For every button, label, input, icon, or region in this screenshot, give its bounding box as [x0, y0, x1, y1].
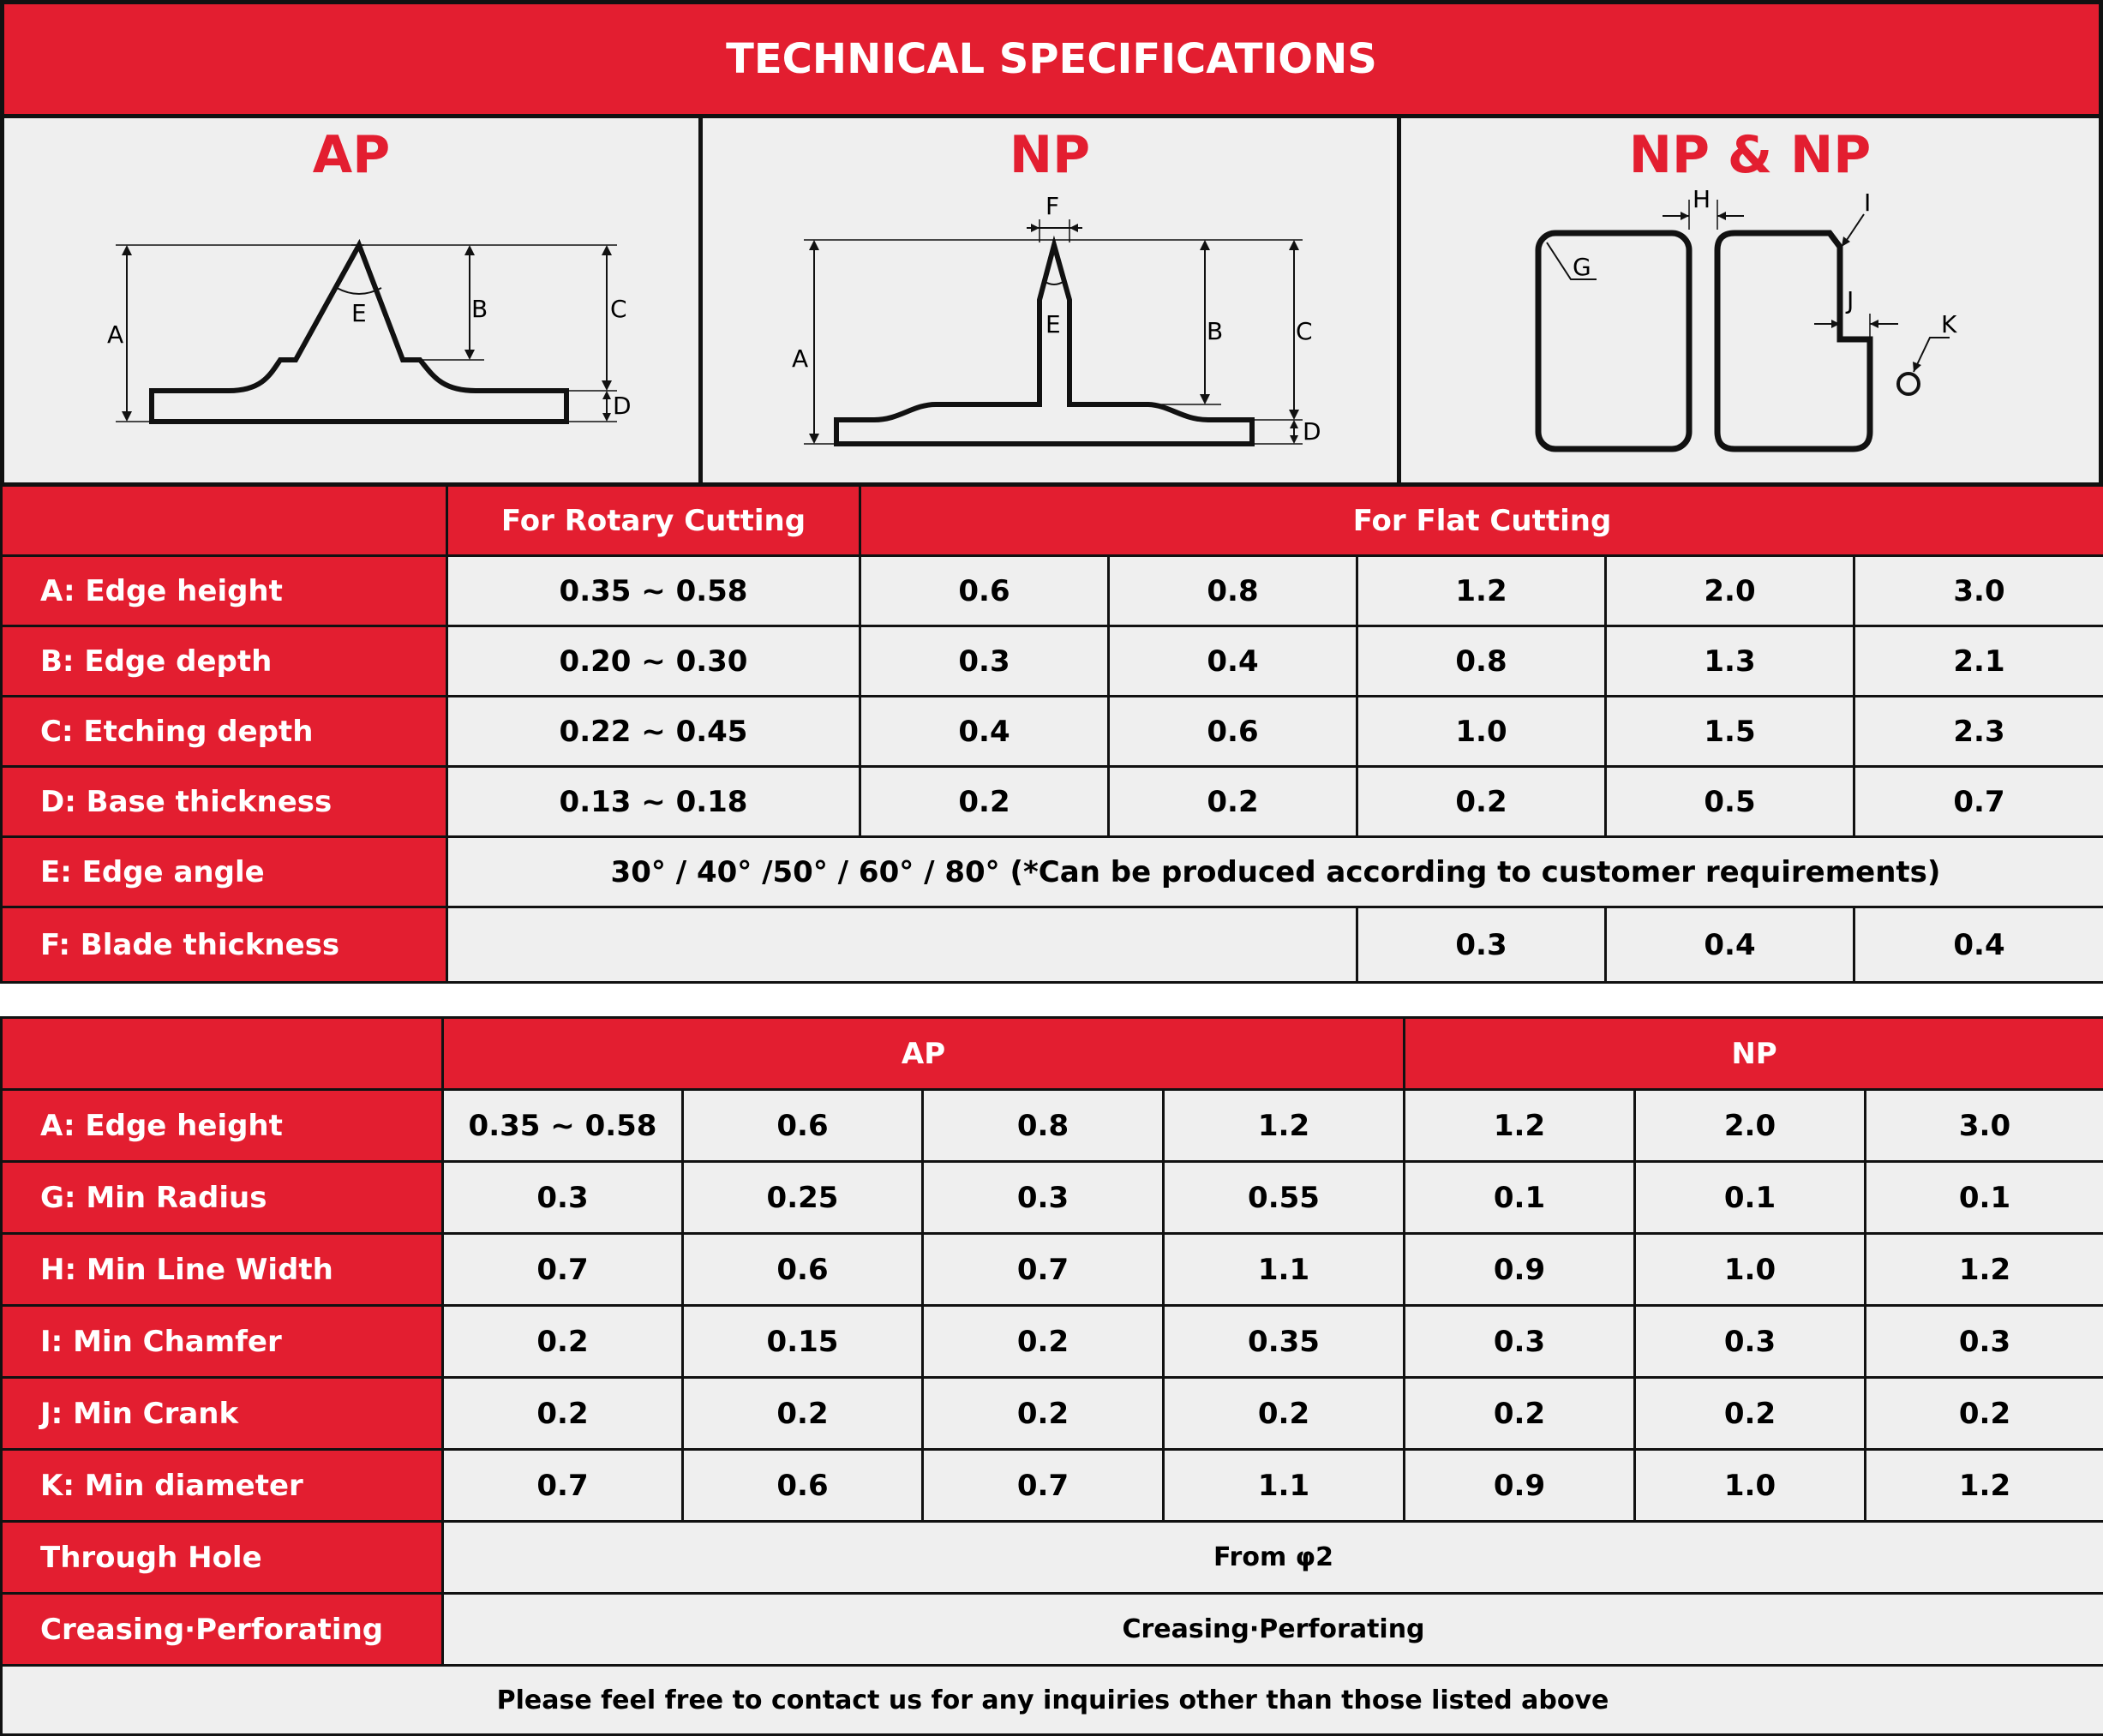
flat-cutting-header: For Flat Cutting [861, 487, 2103, 557]
table-cell: 2.1 [1855, 627, 2103, 697]
table-cell: 0.2 [1866, 1379, 2103, 1451]
table-cell: 0.55 [1165, 1163, 1405, 1235]
npnp-label-h: H [1693, 185, 1711, 213]
table-cell: 0.8 [1110, 557, 1358, 627]
table-cell: 1.1 [1165, 1451, 1405, 1523]
row-label-min-line-width: H: Min Line Width [3, 1235, 444, 1307]
np-label-c: C [1296, 317, 1313, 345]
ap-diagram-panel [0, 118, 703, 487]
table-cell: 0.7 [924, 1451, 1165, 1523]
row-label-blade-thickness: F: Blade thickness [3, 908, 448, 981]
table-cell: 1.0 [1358, 697, 1607, 768]
table-cell: 0.7 [444, 1451, 684, 1523]
table-cell: 0.35 ~ 0.58 [448, 557, 861, 627]
ap-diagram-title: AP [312, 125, 391, 185]
table-cell: 0.20 ~ 0.30 [448, 627, 861, 697]
row-label-min-radius: G: Min Radius [3, 1163, 444, 1235]
table-cell: 3.0 [1866, 1091, 2103, 1163]
np-label-a: A [792, 344, 809, 373]
table-cell: 0.7 [1855, 768, 2103, 838]
row-label-creasing-perforating: Creasing·Perforating [3, 1595, 444, 1667]
row-label-edge-height: A: Edge height [3, 1091, 444, 1163]
table-cell: 0.7 [924, 1235, 1165, 1307]
table-cell: 0.3 [1866, 1307, 2103, 1379]
table-cell: 0.4 [1607, 908, 1855, 981]
table-cell: 0.1 [1405, 1163, 1636, 1235]
ap-label-c: C [610, 295, 627, 323]
table-cell: 0.9 [1405, 1451, 1636, 1523]
table-cell: 0.3 [1405, 1307, 1636, 1379]
table-cell: 1.5 [1607, 697, 1855, 768]
row-label-etching-depth: C: Etching depth [3, 697, 448, 768]
table-cell: 0.2 [1110, 768, 1358, 838]
table-cell: 0.6 [861, 557, 1110, 627]
np-label-e: E [1046, 310, 1061, 338]
npnp-diagram-panel [1397, 118, 2103, 487]
table-cell: 0.3 [861, 627, 1110, 697]
table2-corner-cell [3, 1019, 444, 1091]
table-cell: 0.2 [1165, 1379, 1405, 1451]
table-cell: 0.9 [1405, 1235, 1636, 1307]
table-cell: 0.6 [684, 1451, 924, 1523]
row-label-edge-height: A: Edge height [3, 557, 448, 627]
table-cell: 0.7 [444, 1235, 684, 1307]
np-label-f: F [1046, 192, 1060, 220]
table-cell: 3.0 [1855, 557, 2103, 627]
table-cell: 0.6 [1110, 697, 1358, 768]
table-cell: 0.35 ~ 0.58 [444, 1091, 684, 1163]
creasing-perforating-value: Creasing·Perforating [444, 1595, 2103, 1667]
table-cell: 1.2 [1405, 1091, 1636, 1163]
table-cell: 0.2 [444, 1379, 684, 1451]
table-cell: 0.4 [1110, 627, 1358, 697]
npnp-label-k: K [1941, 310, 1957, 338]
contact-footer-note: Please feel free to contact us for any inquiries other than those listed above [3, 1667, 2103, 1733]
rotary-cutting-header: For Rotary Cutting [448, 487, 861, 557]
row-label-edge-depth: B: Edge depth [3, 627, 448, 697]
table-cell: 0.2 [1358, 768, 1607, 838]
table-cell: 2.0 [1607, 557, 1855, 627]
row-label-min-diameter: K: Min diameter [3, 1451, 444, 1523]
table-cell: 1.2 [1866, 1451, 2103, 1523]
table-cell: 0.35 [1165, 1307, 1405, 1379]
table-cell: 1.1 [1165, 1235, 1405, 1307]
npnp-label-j: J [1847, 286, 1854, 314]
table-cell: 2.3 [1855, 697, 2103, 768]
table-cell: 0.2 [861, 768, 1110, 838]
table-cell: 0.13 ~ 0.18 [448, 768, 861, 838]
row-label-edge-angle: E: Edge angle [3, 838, 448, 908]
npnp-diagram-title: NP & NP [1628, 125, 1872, 185]
table-cell: 0.2 [684, 1379, 924, 1451]
table-cell: 2.0 [1636, 1091, 1866, 1163]
edge-angle-value: 30° / 40° /50° / 60° / 80° (*Can be produced according to customer requirements) [448, 838, 2103, 908]
ap-label-d: D [613, 392, 632, 420]
np-header: NP [1405, 1019, 2103, 1091]
ap-np-spec-table [0, 1016, 2103, 1736]
table-cell: 0.3 [924, 1163, 1165, 1235]
table-cell: 0.22 ~ 0.45 [448, 697, 861, 768]
table1-corner-cell [3, 487, 448, 557]
table-cell: 0.6 [684, 1235, 924, 1307]
ap-label-a: A [107, 320, 124, 349]
table-cell: 0.8 [924, 1091, 1165, 1163]
np-label-b: B [1207, 317, 1224, 345]
npnp-label-g: G [1573, 253, 1591, 281]
ap-profile-diagram [4, 118, 707, 487]
table-cell: 0.4 [861, 697, 1110, 768]
ap-label-e: E [351, 299, 367, 327]
table-cell: 0.3 [444, 1163, 684, 1235]
np-diagram-panel [698, 118, 1401, 487]
table-cell: 0.25 [684, 1163, 924, 1235]
table-cell: 0.5 [1607, 768, 1855, 838]
row-label-through-hole: Through Hole [3, 1523, 444, 1595]
page-title: TECHNICAL SPECIFICATIONS [0, 0, 2103, 118]
row-label-min-chamfer: I: Min Chamfer [3, 1307, 444, 1379]
table-cell: 0.4 [1855, 908, 2103, 981]
table-cell: 0.3 [1636, 1307, 1866, 1379]
table-cell: 1.2 [1165, 1091, 1405, 1163]
table-cell: 0.1 [1866, 1163, 2103, 1235]
table-cell: 1.3 [1607, 627, 1855, 697]
table-cell: 0.2 [1405, 1379, 1636, 1451]
np-diagram-title: NP [1009, 125, 1091, 185]
np-label-d: D [1303, 417, 1321, 446]
table-cell: 1.2 [1358, 557, 1607, 627]
table-cell: 1.0 [1636, 1451, 1866, 1523]
table-cell: 0.2 [444, 1307, 684, 1379]
table-cell: 1.2 [1866, 1235, 2103, 1307]
np-profile-diagram [703, 118, 1405, 487]
npnp-label-i: I [1864, 189, 1872, 217]
npnp-shape-diagram [1401, 118, 2103, 487]
table-cell: 0.15 [684, 1307, 924, 1379]
rotary-flat-spec-table [0, 487, 2103, 984]
row-label-base-thickness: D: Base thickness [3, 768, 448, 838]
table-cell: 1.0 [1636, 1235, 1866, 1307]
table-cell: 0.2 [924, 1379, 1165, 1451]
table-cell: 0.2 [924, 1307, 1165, 1379]
table-cell: 0.6 [684, 1091, 924, 1163]
table-cell: 0.3 [1358, 908, 1607, 981]
table-cell: 0.1 [1636, 1163, 1866, 1235]
through-hole-value: From φ2 [444, 1523, 2103, 1595]
blade-thickness-empty-cell [448, 908, 1358, 981]
row-label-min-crank: J: Min Crank [3, 1379, 444, 1451]
ap-label-b: B [471, 295, 488, 323]
table-cell: 0.2 [1636, 1379, 1866, 1451]
ap-header: AP [444, 1019, 1405, 1091]
table-cell: 0.8 [1358, 627, 1607, 697]
